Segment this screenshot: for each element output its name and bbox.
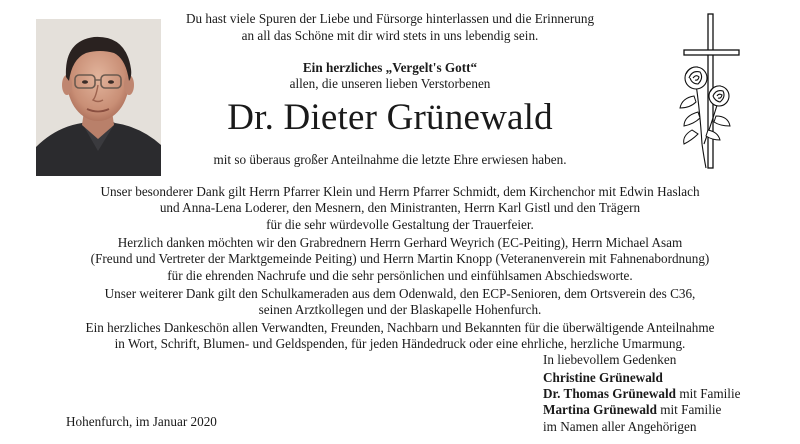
intro-line: an all das Schöne mit dir wird stets in uns lebendig sein. [241, 27, 539, 43]
thanks-paragraph [0, 320, 800, 353]
signer-suffix: mit Familie [656, 402, 722, 418]
thanks-paragraph [0, 235, 800, 284]
place-date: Hohenfurch, im Januar 2020 [66, 414, 217, 429]
thanks-subheading: allen, die unseren lieben Verstorbenen [289, 76, 491, 91]
cross-with-roses-icon [672, 12, 742, 172]
signature-line [543, 370, 741, 386]
paragraph-line: Unser weiterer Dank gilt den Schulkameraden aus dem Odenwald, den ECP-Senioren, dem Ortsverein des C36, [104, 286, 696, 301]
paragraph-line: für die sehr würdevolle Gestaltung der Trauerfeier. [266, 216, 534, 232]
paragraph-line: Herzlich danken möchten wir den Grabrednern Herrn Gerhard Weyrich (EC-Peiting), Herrn Michael Asam [117, 235, 683, 250]
signature-line [543, 419, 741, 435]
signature-block [543, 370, 741, 435]
paragraph-line: Unser besonderer Dank gilt Herrn Pfarrer Klein und Herrn Pfarrer Schmidt, dem Kirchenchor mit Edwin Haslach [100, 184, 700, 199]
thanks-heading-block [170, 60, 610, 92]
signer-name: Martina Grünewald [543, 402, 657, 418]
paragraph-line: und Anna-Lena Loderer, den Mesnern, den Ministranten, Herrn Karl Gistl und den Trägern [159, 200, 641, 216]
signature-line [543, 386, 741, 402]
in-memory-line: In liebevollem Gedenken [543, 352, 677, 367]
thanks-heading: Ein herzliches „Vergelt's Gott“ [302, 60, 478, 75]
signer-suffix: im Namen aller Angehörigen [543, 418, 697, 434]
signer-name: Dr. Thomas Grünewald [543, 386, 677, 402]
signer-suffix: mit Familie [676, 386, 741, 402]
signature-line [543, 402, 741, 418]
paragraph-line: seinen Arztkollegen und der Blaskapelle Hohenfurch. [258, 302, 542, 318]
paragraph-line: (Freund und Vertreter der Marktgemeinde Peiting) und Herrn Martin Knopp (Veteranenverein mit Fahnenabordnung) [90, 251, 710, 267]
after-name-line: mit so überaus großer Anteilnahme die letzte Ehre erwiesen haben. [213, 152, 567, 167]
thanks-paragraph [0, 286, 800, 319]
deceased-name: Dr. Dieter Grünewald [227, 97, 553, 138]
intro-line: Du hast viele Spuren der Liebe und Fürsorge hinterlassen und die Erinnerung [185, 11, 595, 26]
portrait-photo [36, 19, 161, 176]
paragraph-line: für die ehrenden Nachrufe und die sehr persönlichen und einfühlsamen Abschiedsworte. [167, 267, 633, 283]
paragraph-line: Ein herzliches Dankeschön allen Verwandten, Freunden, Nachbarn und Bekannten für die überwältigende Anteilnahme [85, 320, 715, 335]
paragraph-line: in Wort, Schrift, Blumen- und Geldspenden, für jeden Händedruck oder eine ehrliche, herzliche Umarmung. [114, 336, 686, 352]
intro-verse [170, 11, 610, 44]
signer-name: Christine Grünewald [543, 370, 663, 385]
thanks-paragraph [0, 184, 800, 233]
